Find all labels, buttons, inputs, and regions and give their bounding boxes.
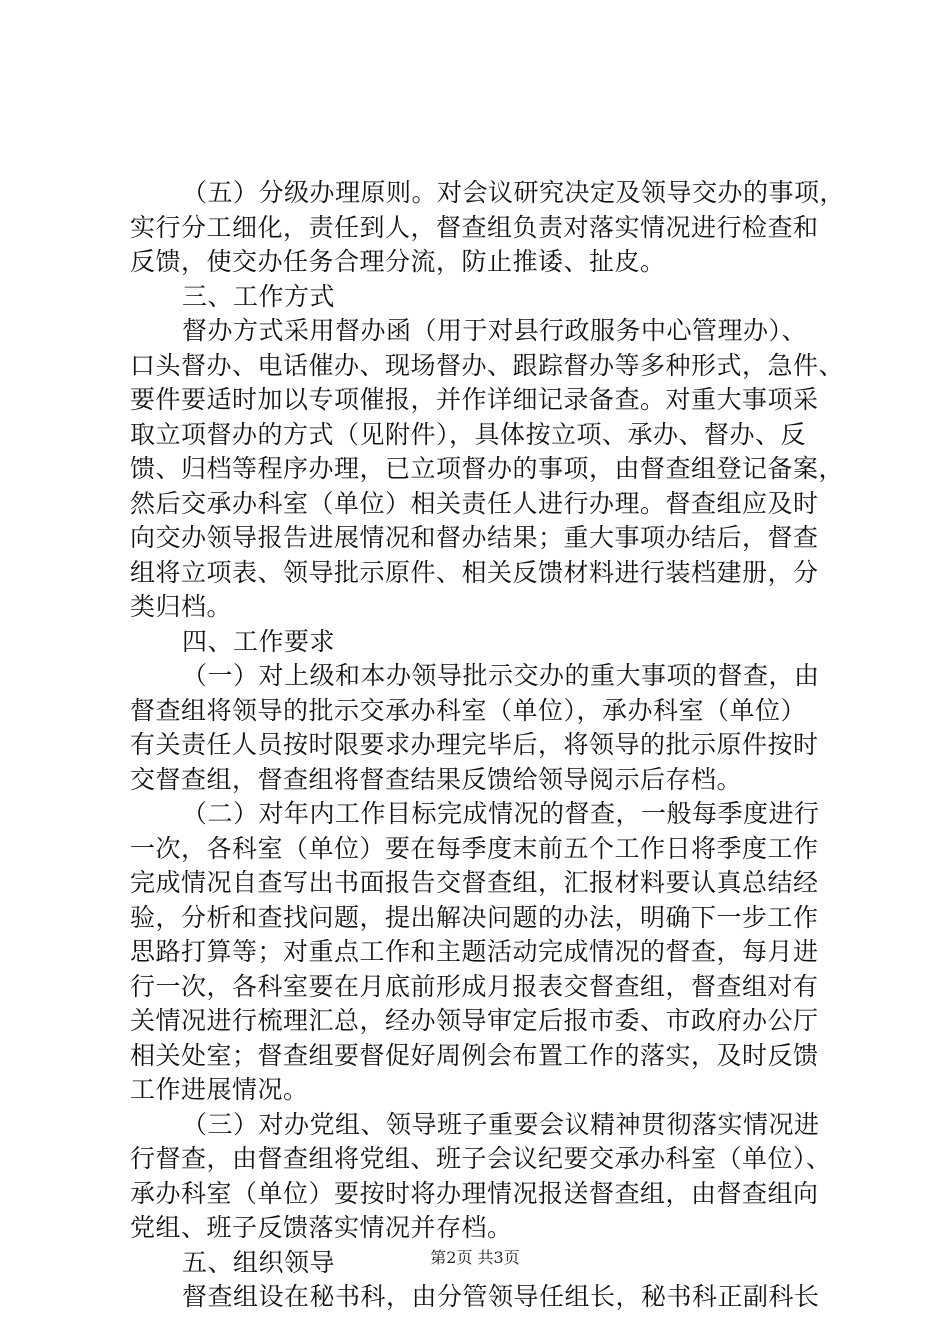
paragraph-line: 馈、归档等程序办理，已立项督办的事项，由督查组登记备案， — [130, 454, 845, 483]
paragraph-line: （一）对上级和本办领导批示交办的重大事项的督查，由 — [182, 661, 820, 690]
section-heading: 五、组织领导 — [182, 1247, 336, 1277]
document-body — [130, 176, 846, 1315]
paragraph-line: 向交办领导报告进展情况和督办结果；重大事项办结后，督查 — [130, 523, 819, 552]
paragraph-line: 实行分工细化，责任到人，督查组负责对落实情况进行检查和 — [130, 212, 819, 242]
paragraph-line: 行督查，由督查组将党组、班子会议纪要交承办科室（单位）、 — [130, 1144, 832, 1173]
paragraph-line: 口头督办、电话催办、现场督办、跟踪督办等多种形式，急件、 — [130, 350, 845, 380]
page-number-footer: 第2页 共3页 — [430, 1248, 520, 1267]
paragraph-line: 交督查组，督查组将督查结果反馈给领导阅示后存档。 — [130, 764, 743, 794]
paragraph-line: 督办方式采用督办函（用于对县行政服务中心管理办）、 — [182, 316, 808, 345]
paragraph-line: 要件要适时加以专项催报，并作详细记录备查。对重大事项采 — [130, 385, 819, 414]
paragraph-line: （三）对办党组、领导班子重要会议精神贯彻落实情况进 — [182, 1109, 820, 1139]
paragraph-line: 反馈，使交办任务合理分流，防止推诿、扯皮。 — [130, 247, 666, 276]
paragraph-line: 承办科室（单位）要按时将办理情况报送督查组，由督查组向 — [130, 1178, 819, 1208]
paragraph-line: （五）分级办理原则。对会议研究决定及领导交办的事项， — [182, 178, 846, 207]
paragraph-line: 思路打算等；对重点工作和主题活动完成情况的督查，每月进 — [130, 937, 819, 966]
paragraph-line: 然后交承办科室（单位）相关责任人进行办理。督查组应及时 — [130, 488, 819, 518]
paragraph-line: 验，分析和查找问题，提出解决问题的办法，明确下一步工作 — [130, 902, 819, 932]
section-heading: 四、工作要求 — [182, 626, 336, 656]
paragraph-line: 取立项督办的方式（见附件），具体按立项、承办、督办、反 — [130, 419, 807, 449]
paragraph-line: （二）对年内工作目标完成情况的督查，一般每季度进行 — [182, 799, 820, 828]
paragraph-line: 一次，各科室（单位）要在每季度末前五个工作日将季度工作 — [130, 833, 819, 863]
paragraph-line: 党组、班子反馈落实情况并存档。 — [130, 1213, 513, 1242]
paragraph-line: 有关责任人员按时限要求办理完毕后，将领导的批示原件按时 — [130, 730, 819, 759]
paragraph-line: 相关处室；督查组要督促好周例会布置工作的落实，及时反馈 — [130, 1040, 819, 1070]
paragraph-line: 行一次，各科室要在月底前形成月报表交督查组，督查组对有 — [130, 971, 819, 1001]
paragraph-line: 工作进展情况。 — [130, 1075, 309, 1104]
paragraph-line: 督查组将领导的批示交承办科室（单位），承办科室（单位） — [130, 695, 807, 725]
paragraph-line: 类归档。 — [130, 592, 233, 621]
section-heading: 三、工作方式 — [182, 281, 336, 311]
paragraph-line: 关情况进行梳理汇总，经办领导审定后报市委、市政府办公厅 — [130, 1006, 819, 1035]
paragraph-line: 督查组设在秘书科，由分管领导任组长，秘书科正副科长 — [182, 1282, 820, 1311]
paragraph-line: 组将立项表、领导批示原件、相关反馈材料进行装档建册，分 — [130, 557, 819, 587]
paragraph-line: 完成情况自查写出书面报告交督查组，汇报材料要认真总结经 — [130, 868, 819, 897]
